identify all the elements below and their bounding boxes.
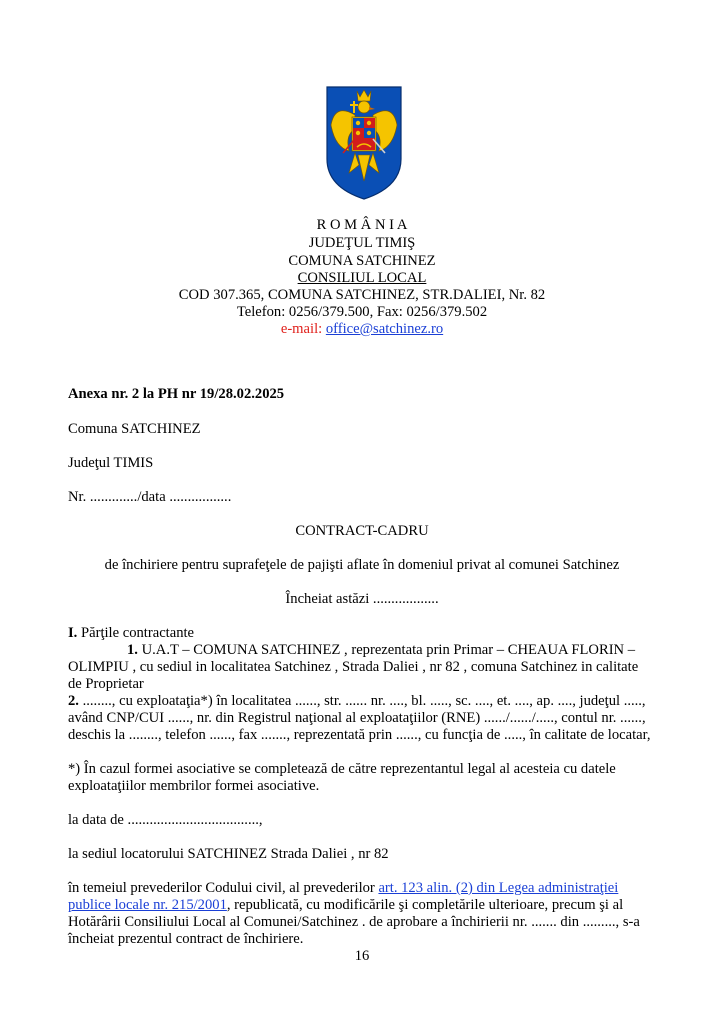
party-two-number: 2.: [68, 693, 79, 709]
commune-line: Comuna SATCHINEZ: [68, 421, 201, 437]
email-line: [0, 320, 724, 338]
party-one-line-1: [127, 642, 635, 659]
party-two-line-2: având CNP/CUI ......, nr. din Registrul naţional al exploataţiilor (RNE) ....../....../....., contul nr. ......,: [68, 710, 646, 726]
section-title: [68, 625, 194, 642]
county-heading: JUDEŢUL TIMIŞ: [308, 235, 416, 251]
party-two-line-1: [68, 693, 646, 710]
concluded-line: Încheiat astăzi ..................: [285, 591, 439, 607]
page-number: 16: [354, 948, 370, 964]
section-number: I.: [68, 625, 78, 641]
section-title-text: Părţile contractante: [80, 625, 195, 641]
footnote-line-2: exploataţiilor membrilor formei asociative.: [68, 778, 320, 794]
romania-coat-of-arms-icon: [325, 85, 403, 201]
party-one-text-1: U.A.T – COMUNA SATCHINEZ , reprezentata prin Primar – CHEAUA FLORIN –: [141, 642, 636, 658]
contract-title: CONTRACT-CADRU: [295, 523, 429, 539]
party-two-text-1: ........, cu exploataţia*) în localitatea ......, str. ...... nr. ...., bl. ....., sc. ...., et. ...., ap. ...., judeţul .....,: [82, 693, 646, 709]
address-line: COD 307.365, COMUNA SATCHINEZ, STR.DALIEI, Nr. 82: [178, 287, 546, 303]
legal-line-3: Hotărârii Consiliului Local al Comunei/Satchinez . de aprobare a închirierii nr. ....... din ........., s-a: [68, 914, 640, 930]
annex-reference: Anexa nr. 2 la PH nr 19/28.02.2025: [68, 386, 285, 402]
council-heading: CONSILIUL LOCAL: [297, 270, 427, 286]
email-label: e-mail:: [280, 321, 323, 337]
legal-text-2: , republicată, cu modificările şi completările ulterioare, precum şi al: [226, 897, 624, 913]
party-one-number: 1.: [127, 642, 138, 658]
phone-line: Telefon: 0256/379.500, Fax: 0256/379.502: [236, 304, 488, 320]
law-article-link[interactable]: art. 123 alin. (2) din Legea administraţiei: [378, 880, 619, 896]
commune-heading: COMUNA SATCHINEZ: [288, 253, 436, 269]
party-one-line-2: OLIMPIU , cu sediul in localitatea Satchinez , Strada Daliei , nr 82 , comuna Satchinez in calitate: [68, 659, 639, 675]
date-line: la data de ....................................,: [68, 812, 263, 828]
legal-line-4: încheiat prezentul contract de închiriere.: [68, 931, 304, 947]
seat-line: la sediul locatorului SATCHINEZ Strada Daliei , nr 82: [68, 846, 389, 862]
party-one-line-3: de Proprietar: [68, 676, 144, 692]
legal-line-2: [68, 897, 623, 914]
law-title-link[interactable]: publice locale nr. 215/2001: [68, 897, 227, 913]
party-two-line-3: deschis la ........, telefon ......, fax ......., reprezentată prin ......, cu funcţia de ....., în calitate de locatar,: [68, 727, 651, 743]
legal-text-1: în temeiul prevederilor Codului civil, al prevederilor: [68, 880, 379, 896]
legal-line-1: [68, 880, 618, 897]
number-date-line: Nr. ............./data .................: [68, 489, 232, 505]
county-line: Judeţul TIMIS: [68, 455, 154, 471]
contract-subtitle: de închiriere pentru suprafeţele de pajişti aflate în domeniul privat al comunei Satchinez: [104, 557, 620, 573]
footnote-line-1: *) În cazul formei asociative se completează de către reprezentantul legal al acesteia cu datele: [68, 761, 616, 777]
country-heading: R O M Â N I A: [316, 217, 408, 233]
email-link[interactable]: office@satchinez.ro: [325, 321, 444, 337]
